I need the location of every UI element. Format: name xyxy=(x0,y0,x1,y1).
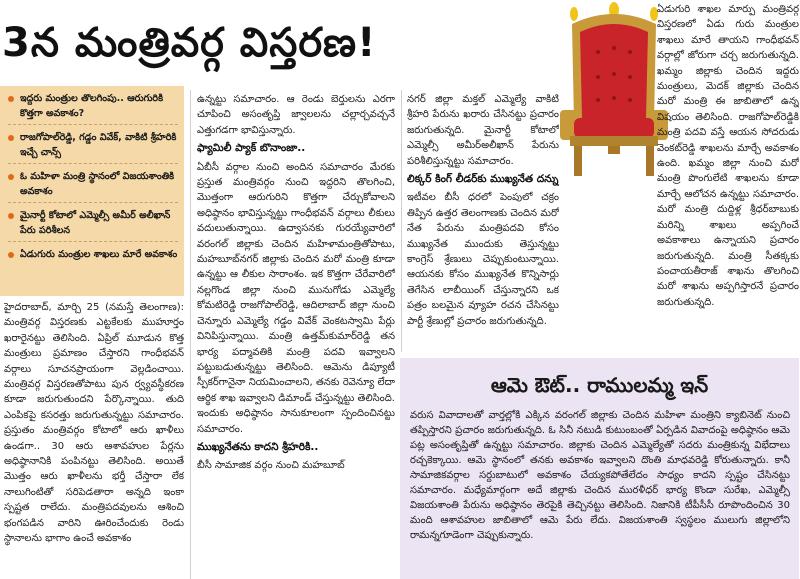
article-column-4 xyxy=(657,2,799,362)
article-text: నగర్ జిల్లా మక్తల్ ఎమ్మెల్యే వాకిటి శ్రీహరి పేరును ఖరారు చేసినట్టు ప్రచారం జరుగుతున్నది. మైనార్టీ కోటాలో ఎమ్మెల్సీ అమీర్‌అలీఖాన్ పేరును పరిశీలిస్తున్నట్టు సమాచారం. xyxy=(407,94,559,167)
bullet-icon xyxy=(8,252,14,258)
column-divider xyxy=(190,90,191,579)
highlight-item: రాజగోపాల్‌రెడ్డి, గడ్డం వివేక్, వాకిటి శ్రీహరికి ఇచ్చే చాన్స్ xyxy=(8,131,178,164)
article-text: బీసీ సామాజిక వర్గం నుంచి మహబూబ్ xyxy=(197,460,345,472)
article-text: ఉన్నట్టు సమాచారం. ఆ రెండు బెర్తులను ఎరగా చూపించి అసంతృప్తి జ్వాలలను చల్లార్చవచ్చనే ఎత్తుగడగా భావిస్తున్నారు. xyxy=(197,94,395,136)
dateline: హైదరాబాద్, మార్చి 25 (నమస్తే తెలంగాణ): xyxy=(4,302,184,313)
highlight-item: ఏడుగురు మంత్రుల శాఖలు మారే అవకాశం xyxy=(8,248,178,266)
bullet-icon xyxy=(8,213,14,219)
article-text: ఏడుగురి శాఖల మార్పు మంత్రివర్గ విస్తరణలో ఏడు గురు మంత్రుల శాఖలు మారే తాయని గాంధీభవన్ వర్గాల్లో జోరుగా చర్చ జరుగుతున్నది. ఖమ్మం జిల్లాకు చెందిన ఇద్దరు మంత్రులు, మెదక్ జిల్లాకు చెందిన మరో మంత్రి ఈ జాబితాలో ఉన్న విషయం తెలిసింది. రాజగోపాల్‌రెడ్డికి మంత్రి పదవి వస్తే ఆయన సోదరుడు వెంకట్‌రెడ్డి శాఖలను మార్చే అవకాశం ఉంది. ఖమ్మం జిల్లా నుంచి మరో మంత్రి పొంగులేటి శాఖలను కూడా మార్చే ఆలోచన ఉన్నట్టు సమాచారం. మరో మంత్రి దుద్దిళ్ల శ్రీధర్‌బాబుకు మరిన్ని శాఖలు అప్పగించే అవకాశాలు ఉన్నాయని ప్రచారం జరుగుతున్నది. మంత్రి సీతక్కకు పంచాయతీరాజ్ శాఖను తొలగించి మరో శాఖను అప్పగిస్తారనే ప్రచారం జరుగుతున్నది. xyxy=(657,4,799,308)
column-divider xyxy=(401,90,402,352)
article-column-1 xyxy=(4,300,184,579)
article-column-3 xyxy=(407,92,559,352)
sidebar-story-text: వరుస వివాదాలతో వార్తల్లోకి ఎక్కిన వరంగల్ జిల్లాకు చెందిన మహిళా మంత్రిని క్యాబినెట్ నుంచి తప్పిస్తారని ప్రచారం జరుగుతున్నది. ఓ సినీ నటుడి కుటుంబంతో ఏర్పడిన వివాదంపై అధిష్ఠానం ఆమె పట్ల అసంతృప్తితో ఉన్నట్టు సమాచారం. జిల్లాకు చెందిన ఎమ్మెల్యేతో సదరు మంత్రికున్న విభేదాలు రచ్చకెక్కాయి. ఆమె స్థానంలో తనకు అవకాశం ఇవ్వాలని దొంతి మాధవరెడ్డి కోరుతున్నారు. కానీ సామాజికవర్గాల సర్దుబాటులో అవకాశం చేయ్యకపోతేలేదం సాధ్యం కాదని స్పష్టం చేసినట్టు సమాచారం. మధ్యేమార్గంగా అదే జిల్లాకు చెందిన మురళీధర్ భార్య కొండా సురేఖ, ఎమ్మెల్సీ విజయశాంతి పేరును అధిష్ఠానం తెరపైకి తెచ్చినట్టు తెలిసింది. నిజానికి టీపీసీసీ రూపొందించిన 30 మంది ఆశావహుల జాబితాలో ఆమె పేరు లేదు. విజయశాంతి స్వస్థలం ములుగు జిల్లాలోని రామన్నగూడెంగా చెప్పుకున్నారు. xyxy=(410,410,790,541)
subheading: ఫ్యామిలీ ప్యాక్ బొనాంజా.. xyxy=(197,142,306,155)
bullet-icon xyxy=(8,96,14,102)
highlights-box xyxy=(0,86,184,296)
article-column-2 xyxy=(197,92,395,579)
throne-chair-image xyxy=(558,2,670,178)
article-text: ఏబీసీ వర్గాల నుంచి అందిన సమాచారం మేరకు ప్రస్తుత మంత్రివర్గం నుంచి ఇద్దరిని తొలగించి, మొత్తంగా ఆరుగురిని కొత్తగా చేర్చుకోవాలని అధిష్ఠానం భావిస్తున్నట్టు గాంధీభవన్ వర్గాలు లీకులు వదులుతున్నాయి. ఉద్వాసనకు గురయ్యేవారిలో వరంగల్ జిల్లాకు చెందిన మహిళామంత్రితోపాటు, మహబూబ్‌నగర్ జిల్లాకు చెందిన మరో మంత్రి కూడా ఉన్నట్టు ఆ లీకుల సారాంశం. ఇక కొత్తగా చేరేవారిలో నల్లగొండ జిల్లా నుంచి మునుగోడు ఎమ్మెల్యే కోమటిరెడ్డి రాజగోపాల్‌రెడ్డి, ఆదిలాబాద్ జిల్లా నుంచి చెన్నూరు ఎమ్మెల్యే గడ్డం వివేక్ వెంకటస్వామి పేర్లు వినిపిస్తున్నాయి. మంత్రి ఉత్తమ్‌కుమార్‌రెడ్డి తన భార్య పద్మావతికి మంత్రి పదవి ఇవ్వాలని పట్టుబడుతున్నట్టు తెలిసింది. ఆమెను డిప్యూటీ స్పీకర్‌గానైనా నియమించాలని, తనకు రెవెన్యూ లేదా ఆర్థిక శాఖ ఇవ్వాలని డిమాండ్ చేస్తున్నట్టు తెలిసింది. ఇందుకు అధిష్ఠానం సానుకూలంగా స్పందించినట్టు సమాచారం. xyxy=(197,161,395,435)
subheading: ముఖ్యనేతను కాదని శ్రీహరికి.. xyxy=(197,440,319,453)
subheading: లిక్కర్ కింగ్ లీడర్‌కు ముఖ్యనేత దన్ను xyxy=(407,173,559,186)
article-text: ఇటీవల బీసీ ధరలో పెంపులో చక్రం తిప్పిన ఉత్తర తెలంగాణకు చెందిన మరో నేత పేరును మంత్రిపదవి కోసం ముఖ్యనేత ముందుకు తెస్తున్నట్టు కాంగ్రెస్ శ్రేణులు చెప్పుకుంటున్నాయి. ఆయనకు కోసం ముఖ్యనేత కొన్నిసార్లు తెగేసిన లాబీయింగ్ చేస్తున్నారని ఒక పత్రం బలమైన వ్యూహ రచన చేసినట్టు పార్టీ శ్రేణుల్లో ప్రచారం జరుగుతున్నది. xyxy=(407,192,559,327)
highlight-item: ఓ మహిళా మంత్రి స్థానంలో విజయశాంతికి అవకాశం xyxy=(8,170,178,203)
headline: 3న మంత్రివర్గ విస్తరణ! xyxy=(2,20,377,66)
highlight-item: మైనార్టీ కోటాలో ఎమ్మెల్సీ అమీర్ అలీఖాన్ పేరు పరిశీలన xyxy=(8,209,178,242)
sidebar-story-title: ఆమె ఔట్.. రాములమ్మ ఇన్ xyxy=(490,373,709,397)
article-text: మంత్రివర్గ విస్తరణకు ఎట్టకేలకు ముహూర్తం ఖరారైనట్టు తెలిసింది. ఏప్రిల్ మూడున కొత్త మంత్రులు ప్రమాణం చేస్తారని గాంధీభవన్ వర్గాలు సూచనప్రాయంగా వెల్లడించాయి. మంత్రివర్గ విస్తరణతోపాటు పున ర్వ్యవస్థీకరణ కూడా జరుగుతుందని పేర్కొన్నాయి. తుది ఎంపికపై కసరత్తు జరుగుతున్నట్టు సమాచారం. ప్రస్తుతం మంత్రివర్గం కోటాలో ఆరు ఖాళీలు ఉండగా.. 30 ఆరు ఆశావహుల పేర్లను అధిష్ఠానానికి పంపినట్టు తెలిసింది. అయితే మొత్తం ఆరు ఖాళీలను భర్తీ చేస్తారా లేక నాలుగింటితో సరిపెడతారా అన్నది ఇంకా స్పష్టత రాలేదు. మంత్రిపదవులను ఆశించి భంగపడిన వారిని ఊరించేందుకు రెండు స్థానాలను భాగాం ఉంచే అవకాశం xyxy=(4,317,184,545)
bullet-icon xyxy=(8,174,14,180)
sidebar-story-box xyxy=(400,358,799,579)
bullet-icon xyxy=(8,135,14,141)
highlight-item: ఇద్దరు మంత్రుల తొలగింపు.. ఆరుగురికి కొత్తగా అవకాశం? xyxy=(8,92,178,125)
